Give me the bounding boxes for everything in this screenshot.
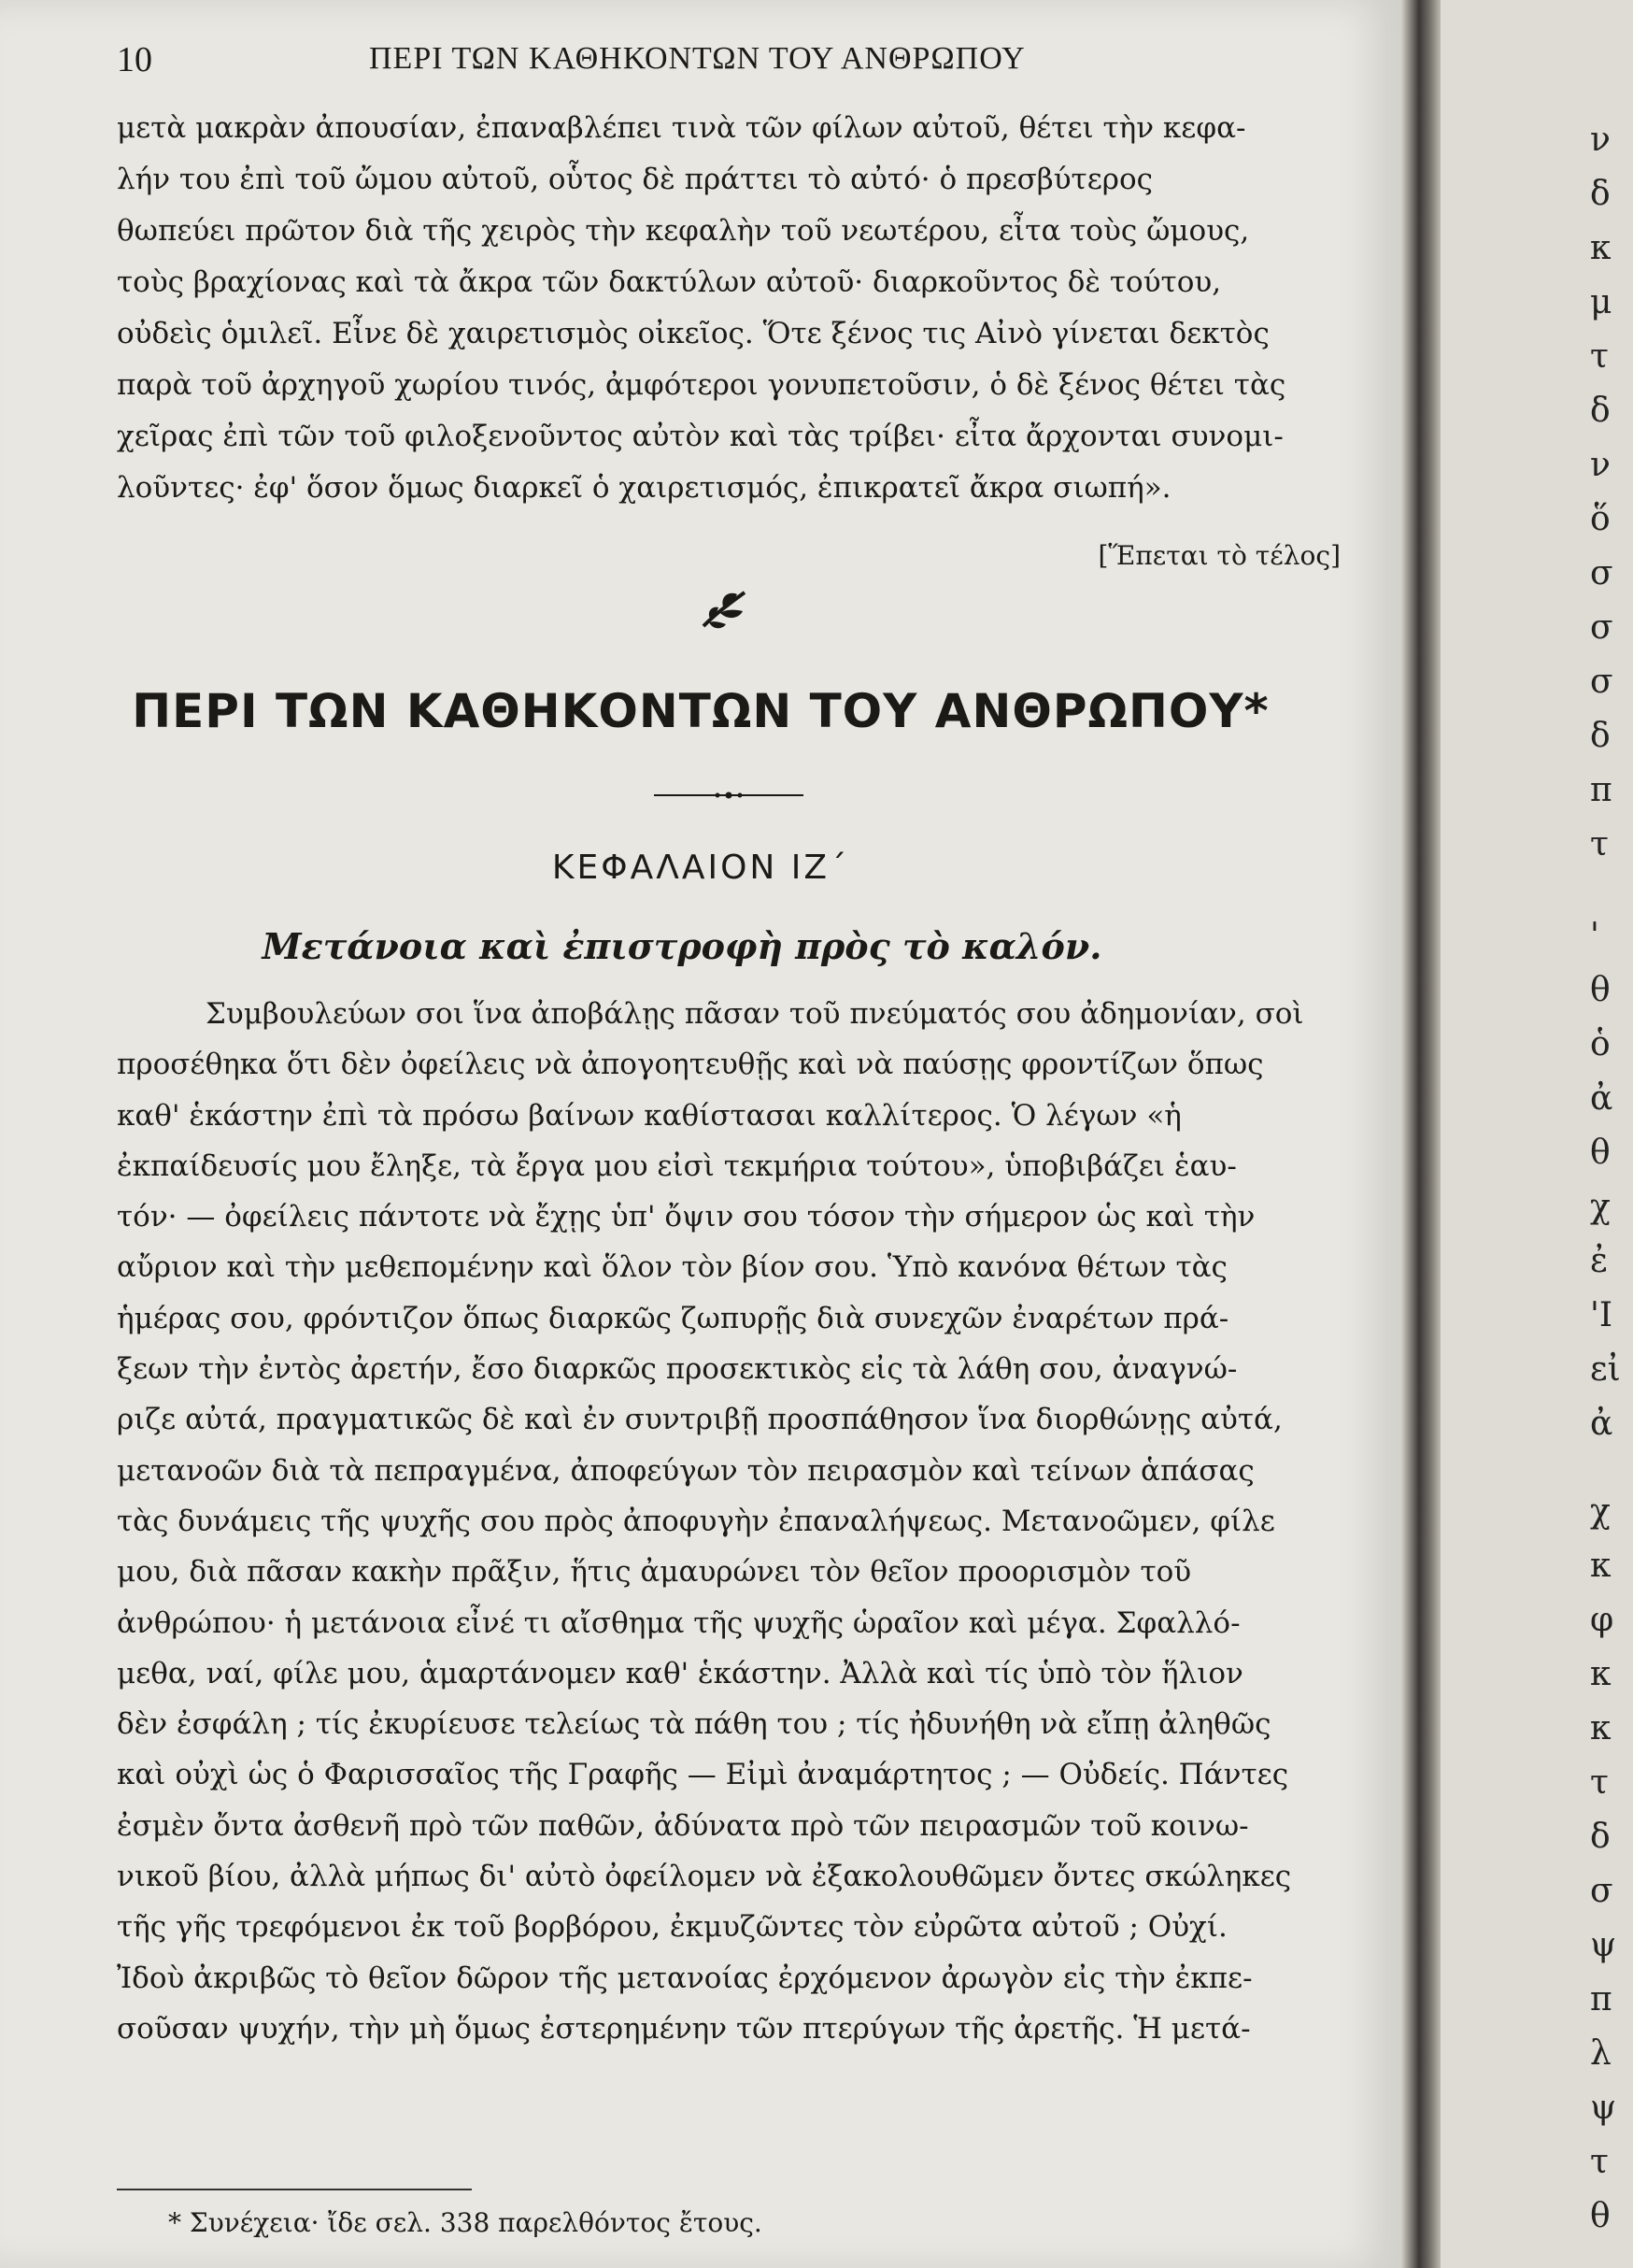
next-page-fragment: τ (1590, 337, 1609, 376)
chapter-subtitle: Μετάνοια καὶ ἐπιστροφὴ πρὸς τὸ καλόν. (262, 925, 1102, 967)
next-page-fragment: δ (1590, 1818, 1611, 1856)
next-page-fragment: δ (1590, 717, 1611, 755)
next-page-fragment: ἀ (1590, 1079, 1613, 1118)
text-line: ἡμέρας σου, φρόντιζον ὅπως διαρκῶς ζωπυρῇς διὰ συνεχῶν ἐναρέτων πρά- (117, 1301, 1229, 1335)
next-page-fragment: κ (1590, 1655, 1612, 1693)
next-page-fragment: ἐ (1590, 1242, 1609, 1280)
running-head (117, 36, 1331, 92)
text-line: ἐσμὲν ὄντα ἀσθενῆ πρὸ τῶν παθῶν, ἀδύνατα πρὸ τῶν πειρασμῶν τοῦ κοινω- (117, 1808, 1249, 1843)
next-page-fragment: ψ (1590, 1926, 1617, 1964)
text-line: λοῦντες· ἐφ' ὅσον ὅμως διαρκεῖ ὁ χαιρετισμός, ἐπικρατεῖ ἄκρα σιωπή». (117, 471, 1172, 505)
running-title: ΠΕΡΙ ΤΩΝ ΚΑΘΗΚΟΝΤΩΝ ΤΟΥ ΑΝΘΡΩΠΟΥ (369, 41, 1026, 76)
page-number: 10 (117, 40, 152, 79)
next-page-fragment: εἰ (1590, 1350, 1621, 1389)
next-page-fragment: χ (1590, 1492, 1611, 1531)
text-line: αὔριον καὶ τὴν μεθεπομένην καὶ ὅλον τὸν βίον σου. Ὑπὸ κανόνα θέτων τὰς (117, 1250, 1228, 1285)
divider-ornament (654, 791, 803, 800)
next-page-fragment: σ (1590, 554, 1613, 592)
leaf-ornament-icon (696, 587, 752, 634)
next-page-fragment: λ (1590, 2034, 1612, 2073)
text-line: οὐδεὶς ὁμιλεῖ. Εἶνε δὲ χαιρετισμὸς οἰκεῖος. Ὅτε ξένος τις Αἰνὸ γίνεται δεκτὸς (117, 317, 1270, 350)
next-page-fragment: μ (1590, 283, 1612, 321)
next-page-fragment: ν (1590, 121, 1611, 159)
text-line: νικοῦ βίου, ἀλλὰ μήπως δι' αὐτὸ ὀφείλομεν νὰ ἐξακολουθῶμεν ὄντες σκώληκες (117, 1860, 1292, 1894)
text-line: Ἰδοὺ ἀκριβῶς τὸ θεῖον δῶρον τῆς μετανοίας ἐρχόμενον ἀρωγὸν εἰς τὴν ἐκπε- (117, 1961, 1253, 1995)
next-page-edge (1441, 0, 1633, 2268)
text-line: ἐκπαίδευσίς μου ἔληξε, τὰ ἔργα μου εἰσὶ τεκμήρια τούτου», ὑποβιβάζει ἑαυ- (117, 1148, 1237, 1183)
footnote-rule (117, 2189, 472, 2190)
text-line: ἀνθρώπου· ἡ μετάνοια εἶνέ τι αἴσθημα τῆς ψυχῆς ὡραῖον καὶ μέγα. Σφαλλό- (117, 1605, 1241, 1640)
next-page-fragment: ὁ (1590, 1025, 1611, 1063)
next-page-fragment: θ (1590, 2197, 1611, 2235)
next-page-fragment: σ (1590, 608, 1613, 647)
text-line: ξεων τὴν ἐντὸς ἀρετήν, ἔσο διαρκῶς προσεκτικὸς εἰς τὰ λάθη σου, ἀναγνώ- (117, 1352, 1238, 1387)
text-line: τόν· — ὀφείλεις πάντοτε νὰ ἔχῃς ὑπ' ὄψιν σου τόσον τὴν σήμερον ὡς καὶ τὴν (117, 1200, 1256, 1234)
text-line: μετανοῶν διὰ τὰ πεπραγμένα, ἀποφεύγων τὸν πειρασμὸν καὶ τείνων ἁπάσας (117, 1453, 1255, 1488)
text-line: θωπεύει πρῶτον διὰ τῆς χειρὸς τὴν κεφαλὴν τοῦ νεωτέρου, εἶτα τοὺς ὤμους, (117, 214, 1250, 248)
text-line: δὲν ἐσφάλη ; τίς ἐκυρίευσε τελείως τὰ πάθη του ; τίς ἠδυνήθη νὰ εἴπῃ ἀληθῶς (117, 1707, 1271, 1742)
text-line: παρὰ τοῦ ἀρχηγοῦ χωρίου τινός, ἀμφότεροι γονυπετοῦσιν, ὁ δὲ ξένος θέτει τὰς (117, 368, 1286, 402)
next-page-fragment: ὅ (1590, 500, 1611, 538)
text-line: τοὺς βραχίονας καὶ τὰ ἄκρα τῶν δακτύλων αὐτοῦ· διαρκοῦντος δὲ τούτου, (117, 265, 1222, 299)
text-line: Συμβουλεύων σοι ἵνα ἀποβάλῃς πᾶσαν τοῦ πνεύματός σου ἀδημονίαν, σοὶ (206, 997, 1304, 1031)
next-page-fragment: κ (1590, 1547, 1612, 1585)
next-page-fragment: ψ (1590, 2089, 1617, 2127)
text-line: ριζε αὐτά, πραγματικῶς δὲ καὶ ἐν συντριβῇ προσπάθησον ἵνα διορθώνῃς αὐτά, (117, 1403, 1283, 1437)
book-gutter (1401, 0, 1441, 2268)
next-page-fragment: κ (1590, 1709, 1612, 1747)
next-page-fragment: τ (1590, 2143, 1609, 2181)
text-line: προσέθηκα ὅτι δὲν ὀφείλεις νὰ ἀπογοητευθῇς καὶ νὰ παύσῃς φροντίζων ὅπως (117, 1048, 1264, 1082)
next-page-fragment: δ (1590, 392, 1611, 430)
next-page-fragment: κ (1590, 229, 1612, 267)
text-line: λήν του ἐπὶ τοῦ ὤμου αὐτοῦ, οὗτος δὲ πράττει τὸ αὐτό· ὁ πρεσβύτερος (117, 163, 1154, 196)
text-line: σοῦσαν ψυχήν, τὴν μὴ ὅμως ἐστερημένην τῶν πτερύγων τῆς ἀρετῆς. Ἡ μετά- (117, 2011, 1251, 2046)
next-page-fragment: τ (1590, 825, 1609, 863)
next-page-fragment: σ (1590, 663, 1613, 701)
next-page-fragment: δ (1590, 175, 1611, 213)
next-page-fragment: 'Ι (1590, 1296, 1613, 1334)
next-page-fragment: π (1590, 771, 1612, 809)
next-page-fragment: σ (1590, 1872, 1613, 1910)
next-page-fragment: τ (1590, 1763, 1609, 1802)
text-line: τὰς δυνάμεις τῆς ψυχῆς σου πρὸς ἀποφυγὴν ἐπαναλήψεως. Μετανοῶμεν, φίλε (117, 1504, 1275, 1538)
text-line: μεθα, ναί, φίλε μου, ἁμαρτάνομεν καθ' ἑκάστην. Ἀλλὰ καὶ τίς ὑπὸ τὸν ἥλιον (117, 1656, 1243, 1690)
chapter-heading: ΚΕΦΑΛΑΙΟΝ ΙΖ΄ (551, 849, 850, 887)
text-line: τῆς γῆς τρεφόμενοι ἐκ τοῦ βορβόρου, ἐκμυζῶντες τὸν εὐρῶτα αὐτοῦ ; Οὐχί. (117, 1910, 1228, 1945)
text-line: χεῖρας ἐπὶ τῶν τοῦ φιλοξενοῦντος αὐτὸν καὶ τὰς τρίβει· εἶτα ἄρχονται συνομι- (117, 420, 1284, 453)
next-page-fragment: θ (1590, 971, 1611, 1009)
next-page-fragment: φ (1590, 1601, 1614, 1639)
text-line: μου, διὰ πᾶσαν κακὴν πρᾶξιν, ἥτις ἀμαυρώνει τὸν θεῖον προορισμὸν τοῦ (117, 1555, 1192, 1590)
next-page-fragment: ἀ (1590, 1405, 1613, 1443)
continued-note: [Ἕπεται τὸ τέλος] (1098, 540, 1341, 571)
article-body (117, 989, 1341, 2054)
footnote: * Συνέχεια· ἴδε σελ. 338 παρελθόντος ἔτους. (168, 2207, 762, 2238)
next-page-fragment: θ (1590, 1134, 1611, 1172)
previous-article-text (117, 103, 1341, 514)
next-page-fragment: π (1590, 1980, 1612, 2018)
next-page-fragment: χ (1590, 1188, 1611, 1226)
text-line: καὶ οὐχὶ ὡς ὁ Φαρισσαῖος τῆς Γραφῆς — Εἰμὶ ἀναμάρτητος ; — Οὐδείς. Πάντες (117, 1758, 1289, 1792)
next-page-fragment: ' (1590, 917, 1599, 955)
text-line: καθ' ἑκάστην ἐπὶ τὰ πρόσω βαίνων καθίστασαι καλλίτερος. Ὁ λέγων «ἡ (117, 1098, 1182, 1133)
next-page-fragment: ν (1590, 446, 1611, 484)
article-title: ΠΕΡΙ ΤΩΝ ΚΑΘΗΚΟΝΤΩΝ ΤΟΥ ΑΝΘΡΩΠΟΥ* (132, 684, 1270, 738)
text-line: μετὰ μακρὰν ἀπουσίαν, ἐπαναβλέπει τινὰ τῶν φίλων αὐτοῦ, θέτει τὴν κεφα- (117, 111, 1246, 145)
